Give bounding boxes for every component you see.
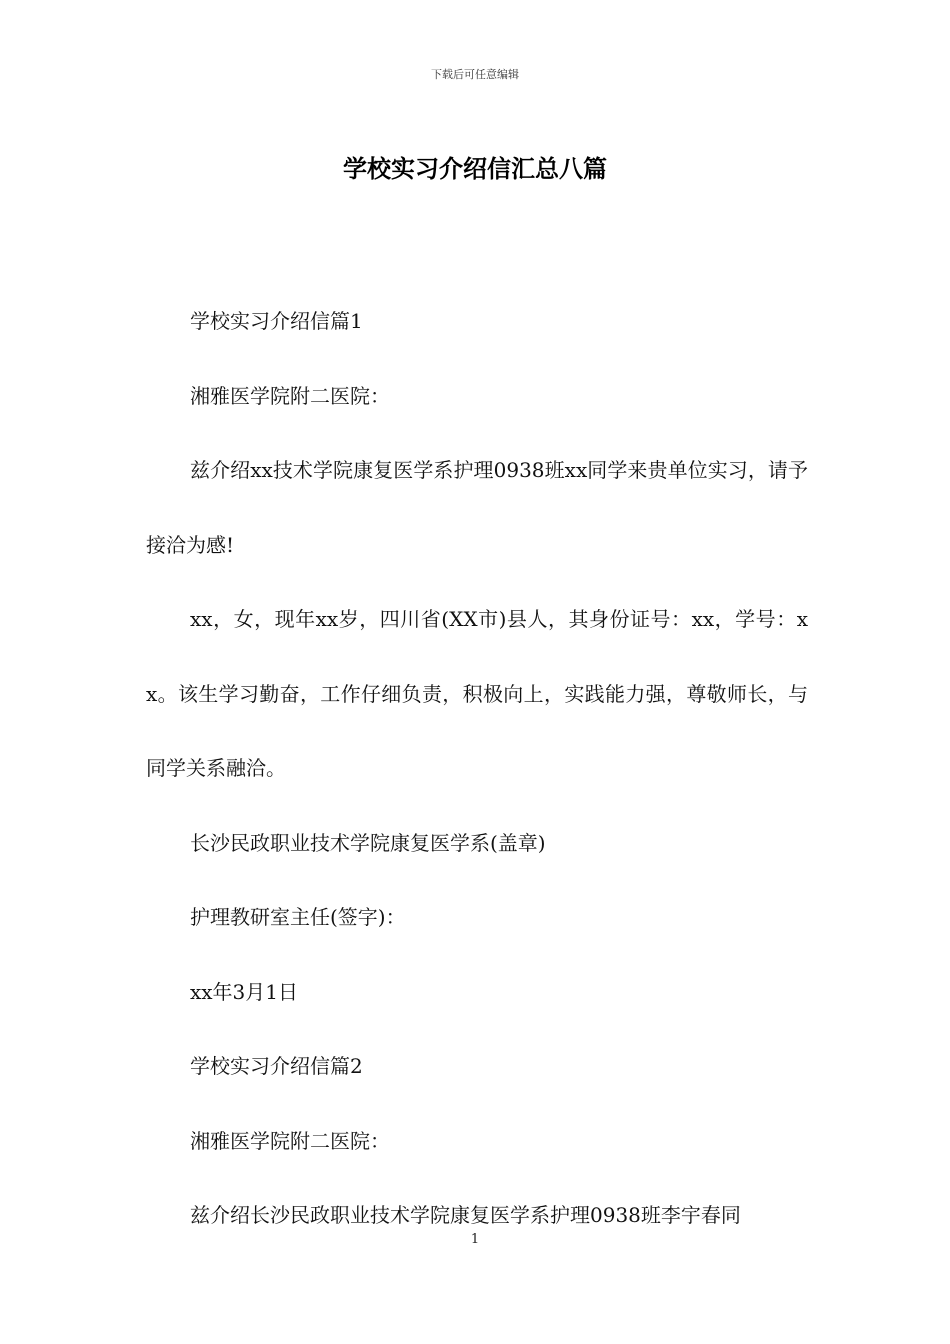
paragraph-signature-line: 护理教研室主任(签字)： bbox=[190, 905, 406, 929]
paragraph-seal-line: 长沙民政职业技术学院康复医学系(盖章) bbox=[190, 830, 546, 855]
paragraph-introduction-2: 兹介绍长沙民政职业技术学院康复医学系护理0938班李宇春同 bbox=[190, 1203, 741, 1227]
paragraph-student-details: xx，女，现年xx岁，四川省(XX市)县人，其身份证号：xx，学号：xx。该生学习勤奋，工作仔细负责，积极向上，实践能力强，尊敬师长，与同学关系融洽。 bbox=[146, 607, 808, 780]
document-title: 学校实习介绍信汇总八篇 bbox=[343, 154, 607, 183]
paragraph-section-heading-2: 学校实习介绍信篇2 bbox=[190, 1054, 363, 1078]
document-body bbox=[146, 284, 808, 1253]
paragraph-section-heading-1: 学校实习介绍信篇1 bbox=[190, 309, 363, 333]
paragraph-addressee-2: 湘雅医学院附二医院： bbox=[190, 1128, 390, 1153]
paragraph-addressee-1: 湘雅医学院附二医院： bbox=[190, 383, 390, 408]
header-note: 下载后可任意编辑 bbox=[431, 68, 519, 81]
paragraph-date: xx年3月1日 bbox=[190, 979, 299, 1004]
paragraph-introduction-1: 兹介绍xx技术学院康复医学系护理0938班xx同学来贵单位实习，请予接洽为感! bbox=[146, 458, 808, 557]
page-number: 1 bbox=[470, 1232, 480, 1247]
